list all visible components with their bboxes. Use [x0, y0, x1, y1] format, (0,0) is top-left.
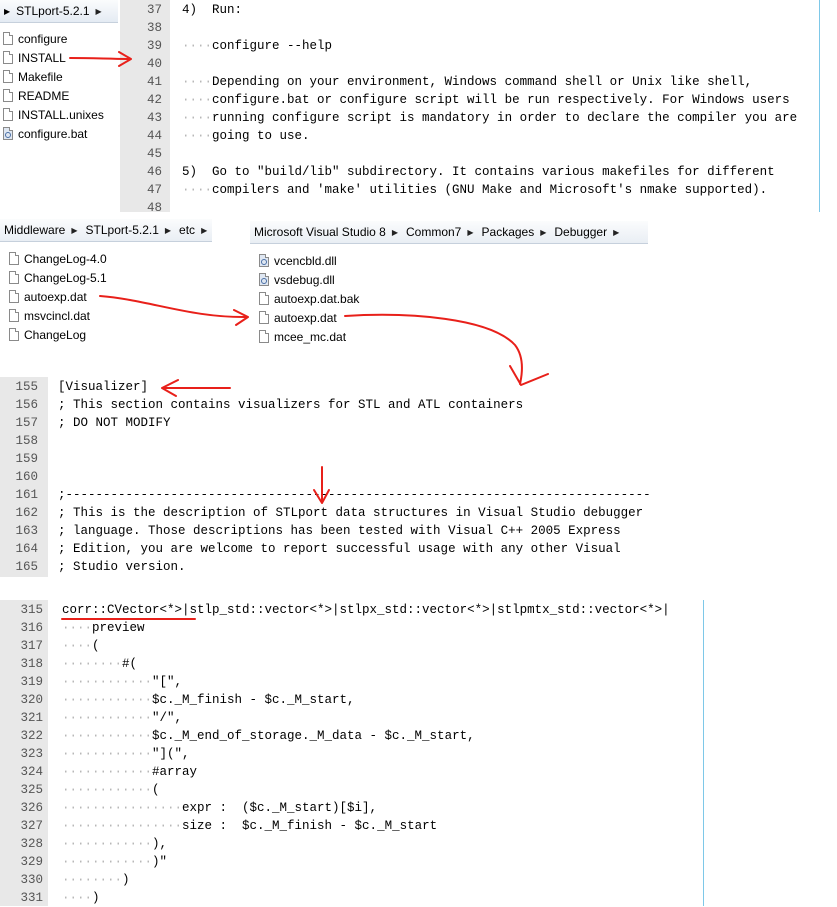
line-text[interactable]: ····going to use. — [182, 129, 310, 143]
chevron-right-icon[interactable]: ▶ — [95, 6, 102, 16]
line-number: 329 — [20, 855, 43, 869]
line-number: 319 — [20, 675, 43, 689]
file-name: Makefile — [18, 69, 63, 84]
line-text[interactable]: [Visualizer] — [58, 380, 149, 394]
line-text[interactable]: ············( — [62, 783, 160, 797]
line-text[interactable]: ; DO NOT MODIFY — [58, 416, 171, 430]
line-text[interactable]: ············"](", — [62, 747, 190, 761]
indent-guide: ···· — [62, 621, 93, 635]
line-number: 47 — [146, 183, 162, 197]
file-name: configure — [18, 31, 68, 46]
indent-guide: ···· — [182, 75, 213, 89]
line-number: 321 — [20, 711, 43, 725]
indent-guide: ············ — [62, 693, 153, 707]
indent-guide: ···· — [182, 183, 213, 197]
line-text[interactable]: ····running configure script is mandatory in order to declare the compiler you are — [182, 111, 798, 125]
line-number: 323 — [20, 747, 43, 761]
line-text[interactable]: 5) Go to "build/lib" subdirectory. It contains various makefiles for different — [182, 165, 775, 179]
line-text[interactable]: ····) — [62, 891, 100, 905]
line-number: 331 — [20, 891, 43, 905]
file-name: vsdebug.dll — [274, 272, 335, 287]
chevron-right-icon[interactable]: ▶ — [391, 227, 398, 237]
file-name: ChangeLog-4.0 — [24, 251, 107, 266]
line-text[interactable]: ····compilers and 'make' utilities (GNU Make and Microsoft's nmake supported). — [182, 183, 768, 197]
line-text[interactable]: ; Studio version. — [58, 560, 186, 574]
line-number: 41 — [146, 75, 162, 89]
file-name: INSTALL — [18, 50, 66, 65]
line-number: 158 — [15, 434, 38, 448]
breadcrumb-item[interactable]: etc ▶ — [179, 223, 208, 237]
indent-guide: ············ — [62, 783, 153, 797]
line-number: 155 — [15, 380, 38, 394]
line-text[interactable]: ····configure.bat or configure script will be run respectively. For Windows users — [182, 93, 790, 107]
file-name: autoexp.dat — [24, 289, 87, 304]
line-text[interactable]: ; Edition, you are welcome to report successful usage with any other Visual — [58, 542, 621, 556]
line-text[interactable]: ················size : $c._M_finish - $c._M_start — [62, 819, 438, 833]
line-number: 322 — [20, 729, 43, 743]
line-number: 162 — [15, 506, 38, 520]
chevron-right-icon[interactable]: ▶ — [613, 227, 620, 237]
line-text[interactable]: corr::CVector<*>|stlp_std::vector<*>|stlpx_std::vector<*>|stlpmtx_std::vector<*>| — [62, 603, 670, 617]
line-text[interactable]: ····configure --help — [182, 39, 333, 53]
line-number: 48 — [146, 201, 162, 215]
line-number: 326 — [20, 801, 43, 815]
indent-guide: ···· — [62, 639, 93, 653]
line-text[interactable]: ········) — [62, 873, 130, 887]
arrow-visualizer — [162, 380, 230, 396]
line-text[interactable]: ············$c._M_end_of_storage._M_data - $c._M_start, — [62, 729, 475, 743]
line-number: 38 — [146, 21, 162, 35]
line-text[interactable]: ············)" — [62, 855, 168, 869]
line-number: 330 — [20, 873, 43, 887]
line-number: 159 — [15, 452, 38, 466]
line-number: 37 — [146, 3, 162, 17]
line-text[interactable]: ············#array — [62, 765, 198, 779]
indent-guide: ···· — [182, 93, 213, 107]
breadcrumb-item[interactable]: Middleware ▶ — [4, 223, 78, 237]
line-number: 45 — [146, 147, 162, 161]
line-number: 316 — [20, 621, 43, 635]
arrow-install — [70, 52, 131, 66]
indent-guide: ············ — [62, 855, 153, 869]
indent-guide: ············ — [62, 837, 153, 851]
file-name: msvcincl.dat — [24, 308, 91, 323]
file-name: autoexp.dat — [274, 310, 337, 325]
indent-guide: ···· — [182, 129, 213, 143]
line-number: 325 — [20, 783, 43, 797]
chevron-right-icon[interactable]: ▶ — [540, 227, 547, 237]
line-number: 42 — [146, 93, 162, 107]
indent-guide: ················ — [62, 801, 183, 815]
indent-guide: ···· — [62, 891, 93, 905]
file-name: autoexp.dat.bak — [274, 291, 360, 306]
line-text[interactable]: ; This section contains visualizers for STL and ATL containers — [58, 398, 524, 412]
line-text[interactable]: ············), — [62, 837, 168, 851]
chevron-right-icon[interactable]: ▶ — [201, 225, 208, 235]
breadcrumb-item[interactable]: STLport-5.2.1 ▶ — [85, 223, 172, 237]
arrow-autoexp-copy — [100, 296, 248, 325]
line-number: 315 — [20, 603, 43, 617]
file-name: README — [18, 88, 70, 103]
line-number: 44 — [146, 129, 162, 143]
indent-guide: ········ — [62, 873, 123, 887]
chevron-right-icon: ▶ — [4, 6, 11, 16]
indent-guide: ···· — [182, 39, 213, 53]
file-name: mcee_mc.dat — [274, 329, 347, 344]
indent-guide: ············ — [62, 765, 153, 779]
line-number: 324 — [20, 765, 43, 779]
line-number: 320 — [20, 693, 43, 707]
line-text[interactable]: ············"[", — [62, 675, 183, 689]
line-text[interactable]: ; This is the description of STLport data structures in Visual Studio debugger — [58, 506, 644, 520]
line-text[interactable]: 4) Run: — [182, 3, 243, 17]
line-text[interactable]: ; language. Those descriptions has been tested with Visual C++ 2005 Express — [58, 524, 621, 538]
file-name: vcencbld.dll — [274, 253, 337, 268]
line-number: 318 — [20, 657, 43, 671]
breadcrumb-item[interactable]: Packages ▶ — [481, 225, 547, 239]
chevron-right-icon[interactable]: ▶ — [467, 227, 474, 237]
line-number: 157 — [15, 416, 38, 430]
line-number: 328 — [20, 837, 43, 851]
line-number: 165 — [15, 560, 38, 574]
line-text[interactable]: ················expr : ($c._M_start)[$i], — [62, 801, 378, 815]
line-number: 160 — [15, 470, 38, 484]
line-number: 156 — [15, 398, 38, 412]
line-number: 164 — [15, 542, 38, 556]
line-text[interactable]: ············"/", — [62, 711, 183, 725]
line-number: 327 — [20, 819, 43, 833]
line-text[interactable]: ········#( — [62, 657, 138, 671]
chevron-right-icon[interactable]: ▶ — [164, 225, 172, 235]
indent-guide: ················ — [62, 819, 183, 833]
line-number: 46 — [146, 165, 162, 179]
line-number: 317 — [20, 639, 43, 653]
line-text[interactable]: ····preview — [62, 621, 145, 635]
line-number: 39 — [146, 39, 162, 53]
breadcrumb-stlport[interactable]: ▶ STLport-5.2.1 ▶ — [4, 4, 102, 18]
file-name: INSTALL.unixes — [18, 107, 104, 122]
line-number: 40 — [146, 57, 162, 71]
indent-guide: ········ — [62, 657, 123, 671]
indent-guide: ············ — [62, 675, 153, 689]
line-text[interactable]: ············$c._M_finish - $c._M_start, — [62, 693, 355, 707]
line-text[interactable]: ;------------------------------------------------------------------------------ — [58, 488, 651, 502]
file-name: ChangeLog-5.1 — [24, 270, 107, 285]
line-number: 163 — [15, 524, 38, 538]
arrow-down-to-editor — [345, 315, 548, 385]
breadcrumb-item[interactable]: Microsoft Visual Studio 8 ▶ — [254, 225, 398, 239]
indent-guide: ···· — [182, 111, 213, 125]
line-text[interactable]: ····( — [62, 639, 100, 653]
indent-guide: ············ — [62, 711, 153, 725]
line-number: 43 — [146, 111, 162, 125]
breadcrumb-item[interactable]: Common7 ▶ — [406, 225, 474, 239]
line-text[interactable]: ····Depending on your environment, Windows command shell or Unix like shell, — [182, 75, 753, 89]
indent-guide: ············ — [62, 747, 153, 761]
file-name: ChangeLog — [24, 327, 87, 342]
file-name: configure.bat — [18, 126, 88, 141]
arrow-down-marker — [314, 467, 329, 503]
chevron-right-icon[interactable]: ▶ — [71, 225, 78, 235]
indent-guide: ············ — [62, 729, 153, 743]
line-number: 161 — [15, 488, 38, 502]
breadcrumb-item[interactable]: Debugger ▶ — [554, 225, 620, 239]
